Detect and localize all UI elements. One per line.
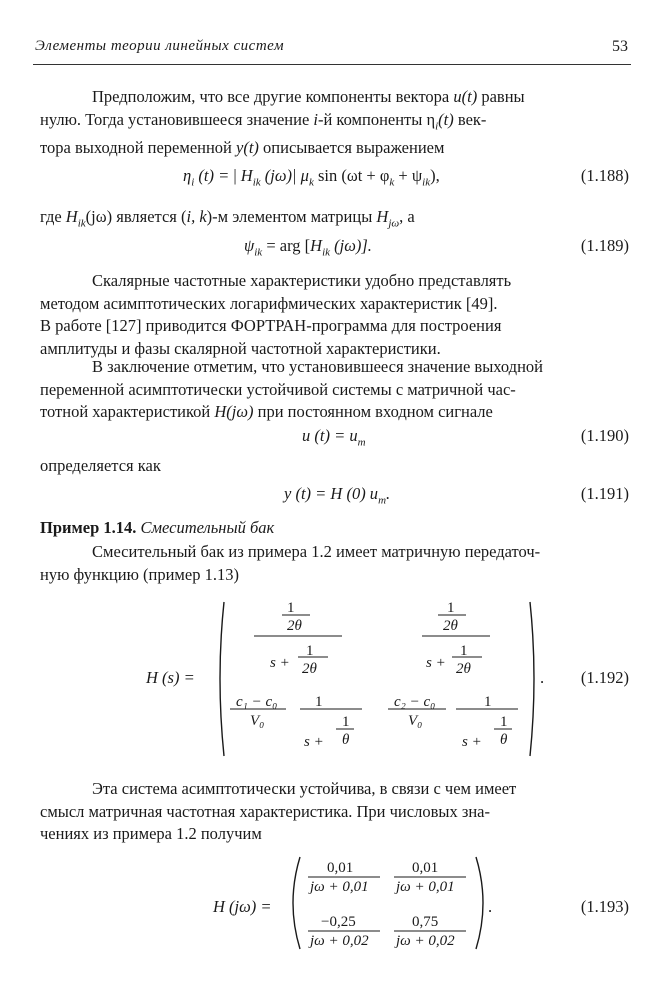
para1-line2 [40, 109, 630, 138]
matrix-brackets-1-192 [212, 598, 545, 760]
math-i: i [313, 109, 318, 129]
text: (jω) является ( [85, 207, 187, 226]
sub: m [357, 436, 366, 449]
example-title: Смесительный бак [140, 518, 275, 537]
example-heading [40, 518, 274, 538]
m193-d22: jω + 0,02 [396, 933, 455, 949]
eq193-dot: . [488, 897, 493, 916]
equation-number-1-190: (1.190) [580, 426, 629, 445]
sub: m [378, 494, 387, 507]
sym: (jω)| [260, 166, 301, 185]
text: равны [477, 87, 525, 106]
sym: H [310, 236, 323, 255]
m193-d21: jω + 0,02 [310, 933, 369, 949]
paragraph-5 [40, 778, 630, 846]
m193-d12: jω + 0,01 [396, 879, 455, 895]
sym: y (t) = H (0) u [284, 484, 379, 503]
equation-number-1-193: (1.193) [580, 897, 629, 916]
running-header-title: Элементы теории линейных систем [35, 38, 285, 54]
sym: i, k [186, 207, 207, 226]
equation-1-189 [244, 236, 372, 258]
m193-n11: 0,01 [327, 860, 354, 876]
determined-line: определяется как [40, 456, 161, 475]
paragraph-1 [40, 86, 630, 160]
m12-den-2theta: 2θ [456, 661, 471, 677]
where-line [40, 207, 415, 229]
equation-number-1-189: (1.189) [580, 236, 629, 255]
sub: jω [388, 217, 400, 230]
sym: ), [430, 166, 440, 185]
para3-line1: В заключение отметим, что установившееся значение выходной [92, 357, 543, 376]
text: описывается выражением [258, 138, 445, 158]
para4-line1: Смесительный бак из примера 1.2 имеет матричную передаточ- [92, 542, 541, 561]
m22b-den-theta: θ [500, 732, 508, 748]
text: тора выходной переменной [40, 138, 237, 158]
math-y: y(t) [236, 138, 259, 158]
para3-line2: переменной асимптотически устойчивой системы с матричной час- [40, 379, 516, 399]
m193-n21: −0,25 [321, 914, 356, 930]
math-t: (t) [438, 109, 454, 129]
m21b-den-theta: θ [342, 732, 350, 748]
equation-1-192-lhs: H (s) = [146, 668, 195, 687]
sub: ik [322, 246, 331, 259]
m21-V0: V₀ [250, 713, 265, 729]
sym: ψ [244, 236, 255, 255]
equation-1-190 [302, 426, 366, 448]
sym: + ψ [394, 166, 423, 185]
m12-num-one: 1 [447, 600, 455, 616]
text: Предположим, что все другие компоненты вектора [92, 87, 454, 106]
sym: u (t) = u [302, 426, 358, 445]
m11-den-one: 1 [306, 643, 314, 659]
m21-c1c0: c₁ − c₀ [236, 694, 278, 710]
text: -й компоненты η [317, 109, 436, 129]
m11-num-one: 1 [287, 600, 295, 616]
para2-line2: методом асимптотических логарифмических характеристик [49]. [40, 293, 498, 313]
para1-line3 [40, 137, 630, 160]
m22-c2c0: c₂ − c₀ [394, 694, 436, 710]
sub: k [308, 176, 314, 189]
equation-1-193-lhs: H (jω) = [213, 897, 272, 916]
sym: (t) = [194, 166, 234, 185]
m21b-den-splus: s + [304, 734, 324, 750]
subscript: i [435, 119, 439, 132]
sub: ik [77, 217, 86, 230]
sym: H(jω) [214, 402, 254, 421]
sym: H [376, 207, 389, 226]
m22b-den-one: 1 [500, 714, 508, 730]
text: , а [399, 207, 415, 226]
m193-n12: 0,01 [412, 860, 439, 876]
para2-line4: амплитуды и фазы скалярной частотной характеристики. [40, 338, 441, 358]
para5-line1: Эта система асимптотически устойчива, в связи с чем имеет [92, 779, 517, 798]
sub: ik [422, 176, 431, 189]
para3-line3 [40, 401, 630, 424]
paragraph-3 [40, 356, 630, 424]
sym: μ [300, 166, 309, 185]
eq192-dot: . [540, 668, 545, 687]
text: нулю. Тогда установившееся значение [40, 109, 314, 129]
m193-d11: jω + 0,01 [310, 879, 369, 895]
sub: ik [254, 246, 263, 259]
page-number: 53 [612, 38, 628, 55]
paragraph-4 [40, 541, 630, 586]
m12-num-2theta: 2θ [443, 618, 458, 634]
paragraph-2 [40, 270, 630, 360]
sym: η [183, 166, 192, 185]
text: при постоянном входном сигнале [253, 402, 493, 421]
equation-1-191 [284, 484, 390, 506]
para2-line1: Скалярные частотные характеристики удобно представлять [92, 271, 512, 290]
m11-den-2theta: 2θ [302, 661, 317, 677]
sub: ik [252, 176, 261, 189]
equation-number-1-191: (1.191) [580, 484, 629, 503]
para1-line1 [40, 86, 630, 109]
m12-den-one: 1 [460, 643, 468, 659]
m22b-den-splus: s + [462, 734, 482, 750]
sub: i [191, 176, 195, 189]
text: где [40, 207, 66, 226]
m11-den-splus: s + [270, 655, 290, 671]
sym: (jω)]. [330, 236, 372, 255]
math-u: u(t) [453, 87, 478, 106]
sym: sin (ωt + φ [313, 166, 390, 185]
example-label: Пример 1.14. [40, 518, 137, 537]
m193-n22: 0,75 [412, 914, 439, 930]
m12-den-splus: s + [426, 655, 446, 671]
para5-line2: смысл матричная частотная характеристика. При числовых зна- [40, 801, 490, 821]
sym: | [233, 166, 241, 185]
para2-line3: В работе [127] приводится ФОРТРАН-программа для построения [40, 316, 502, 335]
sym: . [386, 484, 391, 503]
sym: = arg [ [262, 236, 311, 255]
m22b-num-one: 1 [484, 694, 492, 710]
sym: H [240, 166, 253, 185]
equation-number-1-192: (1.192) [580, 668, 629, 687]
sym: H [65, 207, 78, 226]
m21b-num-one: 1 [315, 694, 323, 710]
para4-line2: ную функцию (пример 1.13) [40, 564, 239, 584]
text: тотной характеристикой [40, 402, 215, 421]
equation-1-188 [183, 166, 440, 188]
m21b-den-one: 1 [342, 714, 350, 730]
sub: k [389, 176, 395, 189]
text: )-м элементом матрицы [206, 207, 377, 226]
para5-line3: чениях из примера 1.2 получим [40, 824, 262, 843]
equation-number-1-188: (1.188) [580, 166, 629, 185]
text: век- [453, 109, 487, 129]
m22-V0: V₀ [408, 713, 423, 729]
m11-num-2theta: 2θ [287, 618, 302, 634]
header-rule [33, 64, 631, 65]
